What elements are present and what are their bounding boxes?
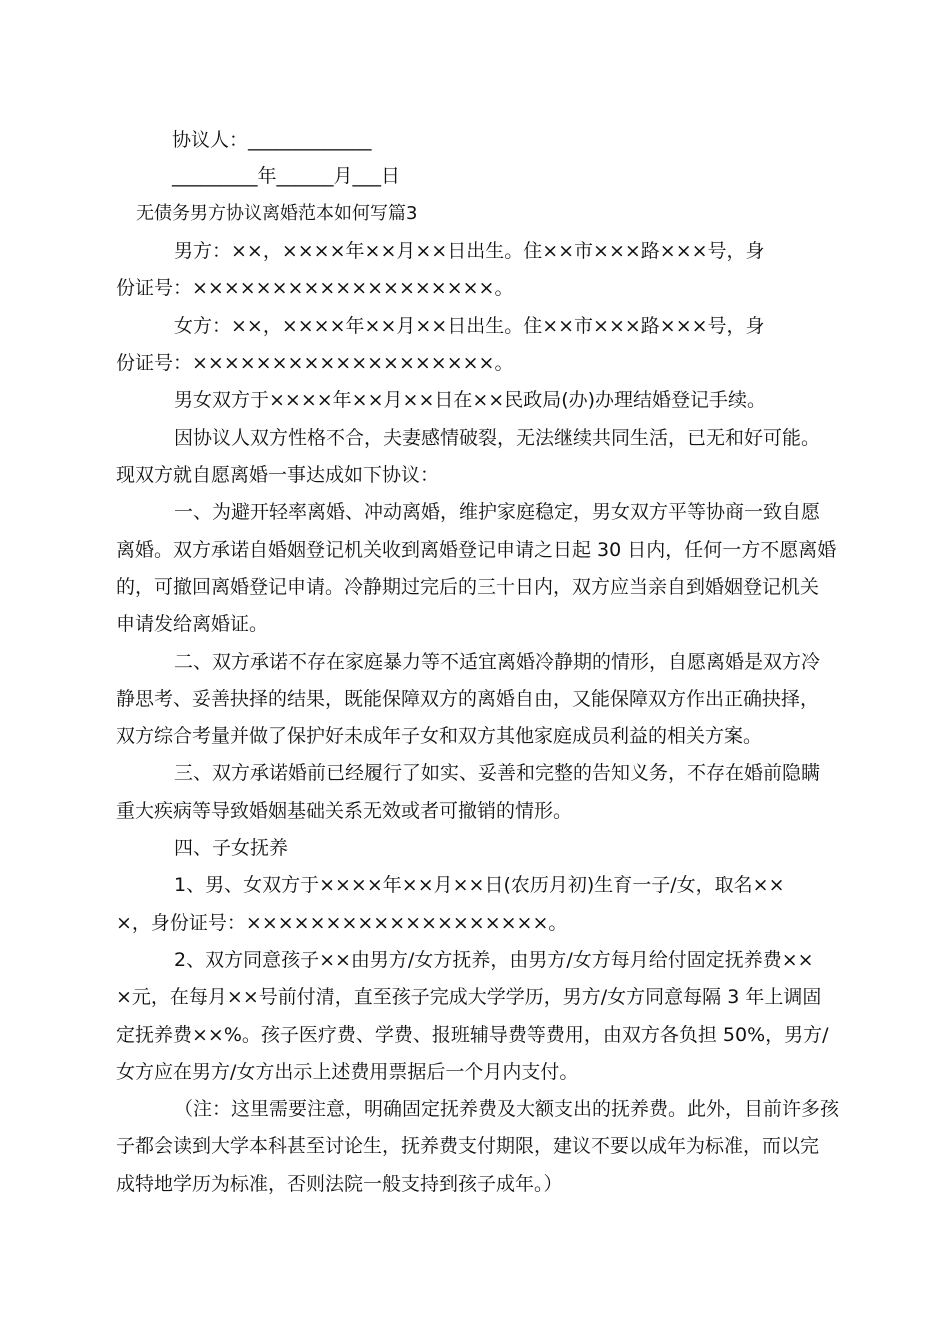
paragraph-line: 份证号：×××××××××××××××××××。 <box>116 277 514 299</box>
paragraph-line: （注：这里需要注意，明确固定抚养费及大额支出的抚养费。此外，目前许多孩 <box>174 1098 840 1120</box>
paragraph-line: 双方综合考量并做了保护好未成年子女和双方其他家庭成员利益的相关方案。 <box>116 725 763 747</box>
paragraph-line: 1、男、女双方于××××年××月××日(农历月初)生育一子/女，取名×× <box>174 874 785 896</box>
paragraph-line: 子都会读到大学本科甚至讨论生，抚养费支付期限，建议不要以成年为标准，而以完 <box>116 1135 820 1157</box>
paragraph-line: 男方：××，××××年××月××日出生。住××市×××路×××号，身 <box>174 240 765 262</box>
paragraph-line: ×元，在每月××号前付清，直至孩子完成大学学历，男方/女方同意每隔 3 年上调固 <box>116 986 822 1008</box>
paragraph-line: 的，可撤回离婚登记申请。冷静期过完后的三十日内，双方应当亲自到婚姻登记机关 <box>116 576 820 598</box>
paragraph-line: 女方：××，××××年××月××日出生。住××市×××路×××号，身 <box>174 315 765 337</box>
section-title: 无债务男方协议离婚范本如何写篇3 <box>136 203 418 224</box>
paragraph-line: 现双方就自愿离婚一事达成如下协议： <box>116 464 440 486</box>
paragraph-line: 女方应在男方/女方出示上述费用票据后一个月内支付。 <box>116 1061 579 1083</box>
paragraph-line: 2、双方同意孩子××由男方/女方抚养，由男方/女方每月给付固定抚养费×× <box>174 949 814 971</box>
paragraph-line: 因协议人双方性格不合，夫妻感情破裂，无法继续共同生活，已无和好可能。 <box>174 427 821 449</box>
paragraph-line: 男女双方于××××年××月××日在××民政局(办)办理结婚登记手续。 <box>174 389 767 411</box>
paragraph-line: 申请发给离婚证。 <box>116 613 269 635</box>
paragraph-line: 成特地学历为标准，否则法院一般支持到孩子成年。） <box>116 1173 563 1195</box>
paragraph-line: 定抚养费××%。孩子医疗费、学费、报班辅导费等费用，由双方各负担 50%，男方/ <box>116 1024 829 1046</box>
paragraph-line: 一、为避开轻率离婚、冲动离婚，维护家庭稳定，男女双方平等协商一致自愿 <box>174 501 821 523</box>
date-line: _________年______月___日 <box>172 165 401 187</box>
paragraph-line: ×，身份证号：×××××××××××××××××××。 <box>116 912 568 934</box>
paragraph-line: 离婚。双方承诺自婚姻登记机关收到离婚登记申请之日起 30 日内，任何一方不愿离婚 <box>116 539 837 561</box>
signer-line: 协议人：_____________ <box>172 129 372 151</box>
paragraph-line: 静思考、妥善抉择的结果，既能保障双方的离婚自由，又能保障双方作出正确抉择， <box>116 688 820 710</box>
paragraph-line: 三、双方承诺婚前已经履行了如实、妥善和完整的告知义务，不存在婚前隐瞒 <box>174 762 821 784</box>
subsection-heading: 四、子女抚养 <box>174 837 289 859</box>
paragraph-line: 重大疾病等导致婚姻基础关系无效或者可撤销的情形。 <box>116 800 573 822</box>
paragraph-line: 二、双方承诺不存在家庭暴力等不适宜离婚冷静期的情形，自愿离婚是双方冷 <box>174 651 821 673</box>
paragraph-line: 份证号：×××××××××××××××××××。 <box>116 352 514 374</box>
